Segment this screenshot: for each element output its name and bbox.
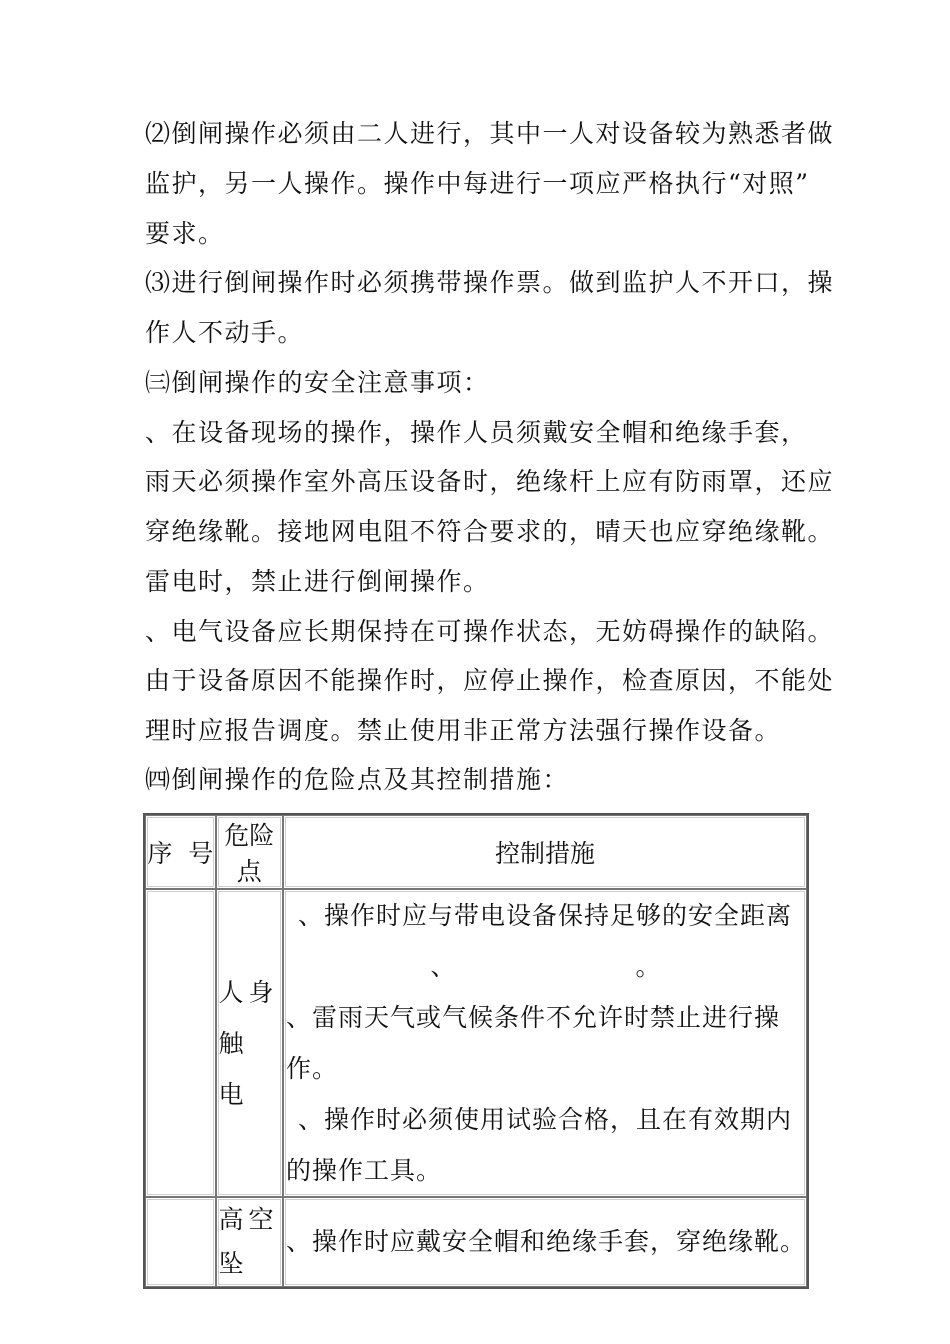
paragraph-line: 由于设备原因不能操作时，应停止操作，检查原因，不能处 <box>145 666 835 695</box>
measure-line: 、雷雨天气或气候条件不允许时禁止进行操 <box>285 1003 780 1032</box>
table-header-row <box>145 815 807 889</box>
paragraph-line: 穿绝缘靴。接地网电阻不符合要求的，晴天也应穿绝缘靴。 <box>145 517 835 546</box>
hazard-text: 电 <box>218 1079 249 1109</box>
paragraph-line: 雨天必须操作室外高压设备时，绝缘杆上应有防雨罩，还应 <box>145 467 835 496</box>
section-heading: ㈣倒闸操作的危险点及其控制措施： <box>145 765 570 794</box>
seq-cell <box>145 889 216 1197</box>
measure-line: 作。 <box>285 1054 338 1083</box>
measure-line: 、操作时应与带电设备保持足够的安全距离 <box>297 901 792 930</box>
measures-cell <box>283 889 807 1197</box>
paragraph-line: 要求。 <box>145 219 225 248</box>
hazard-control-table <box>143 813 809 1289</box>
hazard-cell <box>216 1197 283 1287</box>
paragraph-line: 雷电时，禁止进行倒闸操作。 <box>145 567 490 596</box>
seq-cell <box>145 1197 216 1287</box>
paragraph-line: 作人不动手。 <box>145 318 305 347</box>
table-row <box>145 889 807 1197</box>
hazard-text: 高空坠 <box>218 1205 279 1278</box>
paragraph-line: ⑵倒闸操作必须由二人进行，其中一人对设备较为熟悉者做 <box>145 119 835 148</box>
paragraph-line: 、在设备现场的操作，操作人员须戴安全帽和绝缘手套， <box>145 418 808 447</box>
paragraph-line: 理时应报告调度。禁止使用非正常方法强行操作设备。 <box>145 716 782 745</box>
header-measures: 控制措施 <box>283 815 807 889</box>
measures-cell <box>283 1197 807 1287</box>
hazard-text: 人身触 <box>218 977 279 1058</box>
header-hazard: 危险点 <box>216 815 283 889</box>
measure-line: 的操作工具。 <box>285 1156 442 1185</box>
header-seq: 序 号 <box>145 815 216 889</box>
section-heading: ㈢倒闸操作的安全注意事项： <box>145 368 490 397</box>
hazard-cell <box>216 889 283 1197</box>
measure-line: 、 。 <box>430 952 662 981</box>
paragraph-line: ⑶进行倒闸操作时必须携带操作票。做到监护人不开口，操 <box>145 268 835 297</box>
measure-line: 、操作时应戴安全帽和绝缘手套，穿绝缘靴。 <box>285 1227 806 1256</box>
paragraph-line: 、电气设备应长期保持在可操作状态，无妨碍操作的缺陷。 <box>145 617 835 646</box>
measure-line: 、操作时必须使用试验合格，且在有效期内 <box>297 1105 792 1134</box>
paragraph-line: 监护，另一人操作。操作中每进行一项应严格执行“对照” <box>145 169 810 198</box>
table-row <box>145 1197 807 1287</box>
